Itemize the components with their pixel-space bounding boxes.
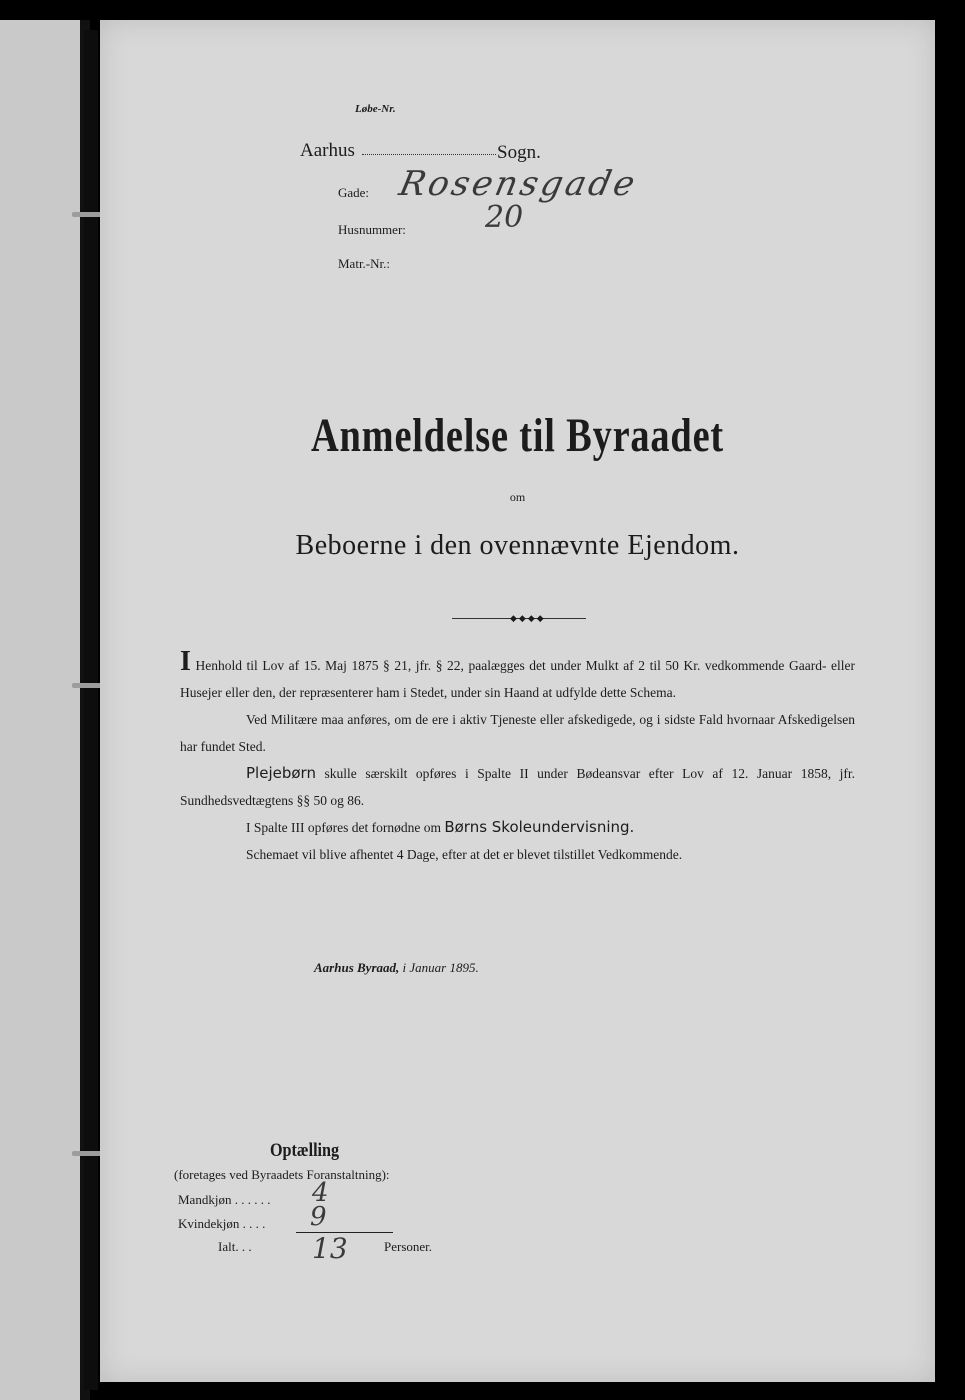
paragraph-4: I Spalte III opføres det fornødne om: [246, 820, 441, 835]
signature-org: Aarhus Byraad,: [314, 960, 400, 975]
plejeborn-emphasis: Plejebørn: [246, 764, 316, 782]
document-title: Anmeldelse til Byraadet: [310, 409, 724, 462]
mandkjon-value: 4: [312, 1178, 329, 1208]
loebe-nr-label: Løbe-Nr.: [355, 103, 396, 115]
ialt-value: 13: [312, 1232, 348, 1265]
skoleundervisning-emphasis: Børns Skoleundervisning.: [444, 818, 635, 836]
instructions-block: [180, 646, 856, 868]
kvindekjon-label: Kvindekjøn . . . .: [178, 1216, 266, 1231]
title-connector: om: [509, 490, 526, 504]
document-subtitle: Beboerne i den ovennævnte Ejendom.: [295, 530, 740, 561]
sogn-dotted-line: [362, 154, 496, 155]
paragraph-3: skulle særskilt opføres i Spalte II under Bødeansvar efter Lov af 12. Januar 1858, jfr. Sundhedsvedtægtens §§ 50 og 86.: [180, 766, 856, 808]
count-subheading: (foretages ved Byraadets Foranstaltning):: [174, 1167, 390, 1182]
binding-spine: [84, 30, 98, 1390]
matr-nr-label: Matr.-Nr.:: [338, 256, 390, 271]
husnummer-handwritten-value: 20: [485, 200, 524, 235]
gade-handwritten-value: Rosensgade: [395, 164, 642, 204]
drop-cap: I: [180, 646, 191, 677]
ornament-glyph: ◆◆◆◆: [510, 613, 546, 623]
signature-date: i Januar 1895.: [402, 960, 479, 975]
ialt-label: Ialt. . .: [218, 1239, 252, 1254]
paragraph-5: Schemaet vil blive afhentet 4 Dage, efter at det er blevet tilstillet Vedkommende.: [246, 847, 683, 862]
personer-label: Personer.: [384, 1239, 433, 1254]
signature-line: [314, 960, 479, 976]
mandkjon-label: Mandkjøn . . . . . .: [178, 1192, 271, 1207]
aarhus-label: Aarhus: [300, 140, 355, 161]
kvindekjon-value: 9: [310, 1202, 327, 1232]
facing-page-edge: [0, 20, 82, 1400]
paragraph-1: Henhold til Lov af 15. Maj 1875 § 21, jfr. § 22, paalægges det under Mulkt af 2 til 50 Kr. vedkommende Gaard- eller Husejer eller den, der repræsenterer ham i Stedet, under sin Haand at udfylde dette Schema.: [180, 658, 856, 700]
husnummer-label: Husnummer:: [338, 222, 406, 237]
document-page: [100, 20, 935, 1382]
count-heading: Optælling: [270, 1140, 340, 1161]
paragraph-2: Ved Militære maa anføres, om de ere i aktiv Tjeneste eller afskedigede, og i sidste Fald hvornaar Afskedigelsen har fundet Sted.: [180, 712, 855, 754]
gade-label: Gade:: [338, 185, 370, 200]
sogn-label: Sogn.: [497, 142, 541, 163]
